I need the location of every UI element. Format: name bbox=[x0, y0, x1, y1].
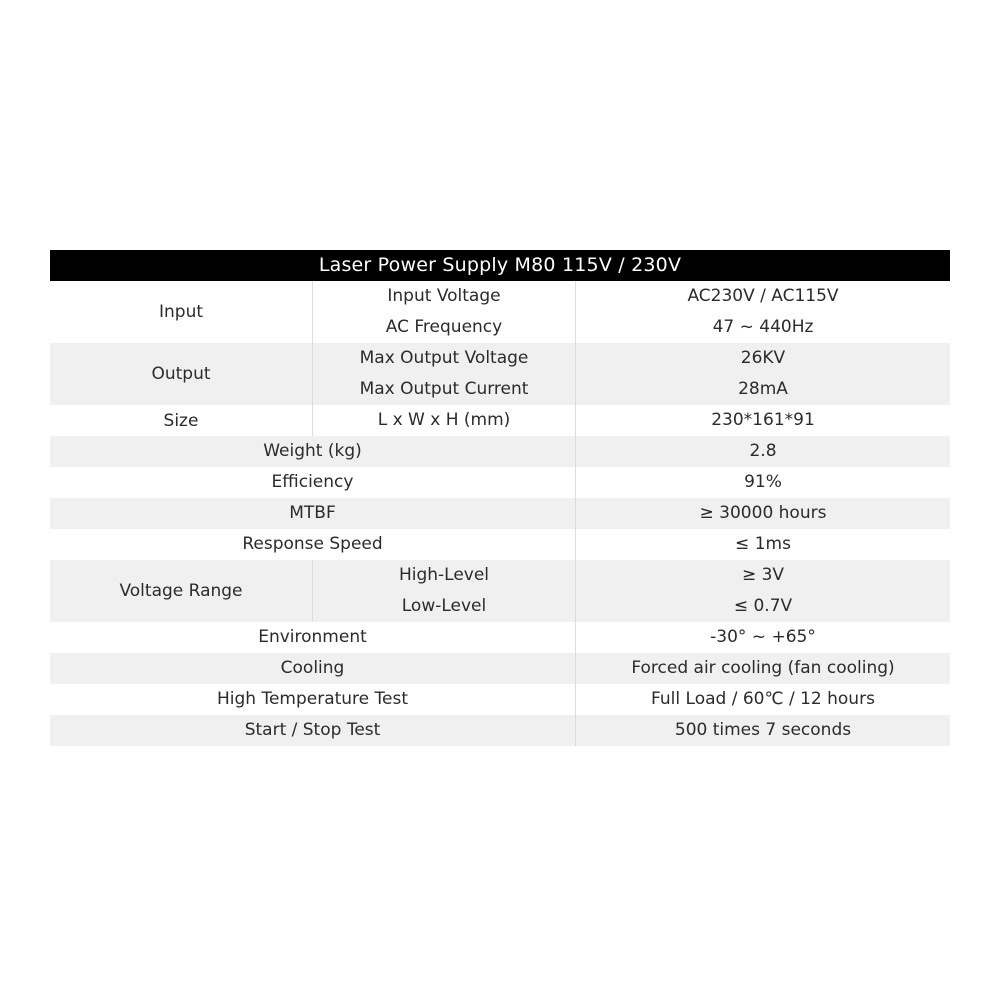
spec-table bbox=[50, 250, 950, 746]
group-size bbox=[50, 405, 950, 436]
spec-name: Low-Level bbox=[401, 596, 487, 616]
group-label-input: Input bbox=[50, 281, 313, 343]
spec-name: Efficiency bbox=[50, 467, 576, 498]
spec-value: 47 ~ 440Hz bbox=[712, 317, 814, 337]
group-output-values bbox=[576, 343, 950, 405]
spec-name: High Temperature Test bbox=[50, 684, 576, 715]
spec-name: Cooling bbox=[50, 653, 576, 684]
spec-value: 28mA bbox=[738, 379, 788, 399]
spec-name: Input Voltage bbox=[387, 286, 501, 306]
row-mtbf bbox=[50, 498, 950, 529]
row-efficiency bbox=[50, 467, 950, 498]
group-input-names bbox=[313, 281, 576, 343]
spec-value: ≤ 0.7V bbox=[733, 596, 793, 616]
group-label-output: Output bbox=[50, 343, 313, 405]
group-output bbox=[50, 343, 950, 405]
spec-name: High-Level bbox=[398, 565, 490, 585]
group-label-voltage-range: Voltage Range bbox=[50, 560, 313, 622]
row-cooling bbox=[50, 653, 950, 684]
spec-name: Weight (kg) bbox=[50, 436, 576, 467]
spec-name: L x W x H (mm) bbox=[377, 410, 511, 430]
spec-name: Max Output Voltage bbox=[359, 348, 529, 368]
spec-value: ≥ 3V bbox=[741, 565, 785, 585]
group-voltage-range-names bbox=[313, 560, 576, 622]
row-response-speed bbox=[50, 529, 950, 560]
group-output-names bbox=[313, 343, 576, 405]
spec-name: MTBF bbox=[50, 498, 576, 529]
spec-value: AC230V / AC115V bbox=[687, 286, 839, 306]
row-weight bbox=[50, 436, 950, 467]
spec-value: Full Load / 60℃ / 12 hours bbox=[651, 689, 875, 709]
group-size-values bbox=[576, 405, 950, 436]
row-start-stop-test bbox=[50, 715, 950, 746]
spec-value: 2.8 bbox=[749, 441, 777, 461]
spec-value: 91% bbox=[744, 472, 782, 492]
spec-value: ≤ 1ms bbox=[735, 534, 791, 554]
group-voltage-range bbox=[50, 560, 950, 622]
group-label-size: Size bbox=[50, 405, 313, 436]
spec-name: AC Frequency bbox=[385, 317, 503, 337]
table-title: Laser Power Supply M80 115V / 230V bbox=[50, 250, 950, 281]
spec-name: Max Output Current bbox=[359, 379, 529, 399]
spec-value: Forced air cooling (fan cooling) bbox=[631, 658, 895, 678]
group-input-values bbox=[576, 281, 950, 343]
spec-name: Environment bbox=[50, 622, 576, 653]
spec-value: ≥ 30000 hours bbox=[699, 503, 827, 523]
spec-name: Response Speed bbox=[50, 529, 576, 560]
spec-value: 230*161*91 bbox=[711, 410, 815, 430]
group-voltage-range-values bbox=[576, 560, 950, 622]
group-input bbox=[50, 281, 950, 343]
spec-name: Start / Stop Test bbox=[50, 715, 576, 746]
group-size-names bbox=[313, 405, 576, 436]
spec-value: -30° ~ +65° bbox=[710, 627, 816, 647]
row-high-temp-test bbox=[50, 684, 950, 715]
row-environment bbox=[50, 622, 950, 653]
spec-value: 500 times 7 seconds bbox=[674, 720, 852, 740]
spec-value: 26KV bbox=[740, 348, 786, 368]
